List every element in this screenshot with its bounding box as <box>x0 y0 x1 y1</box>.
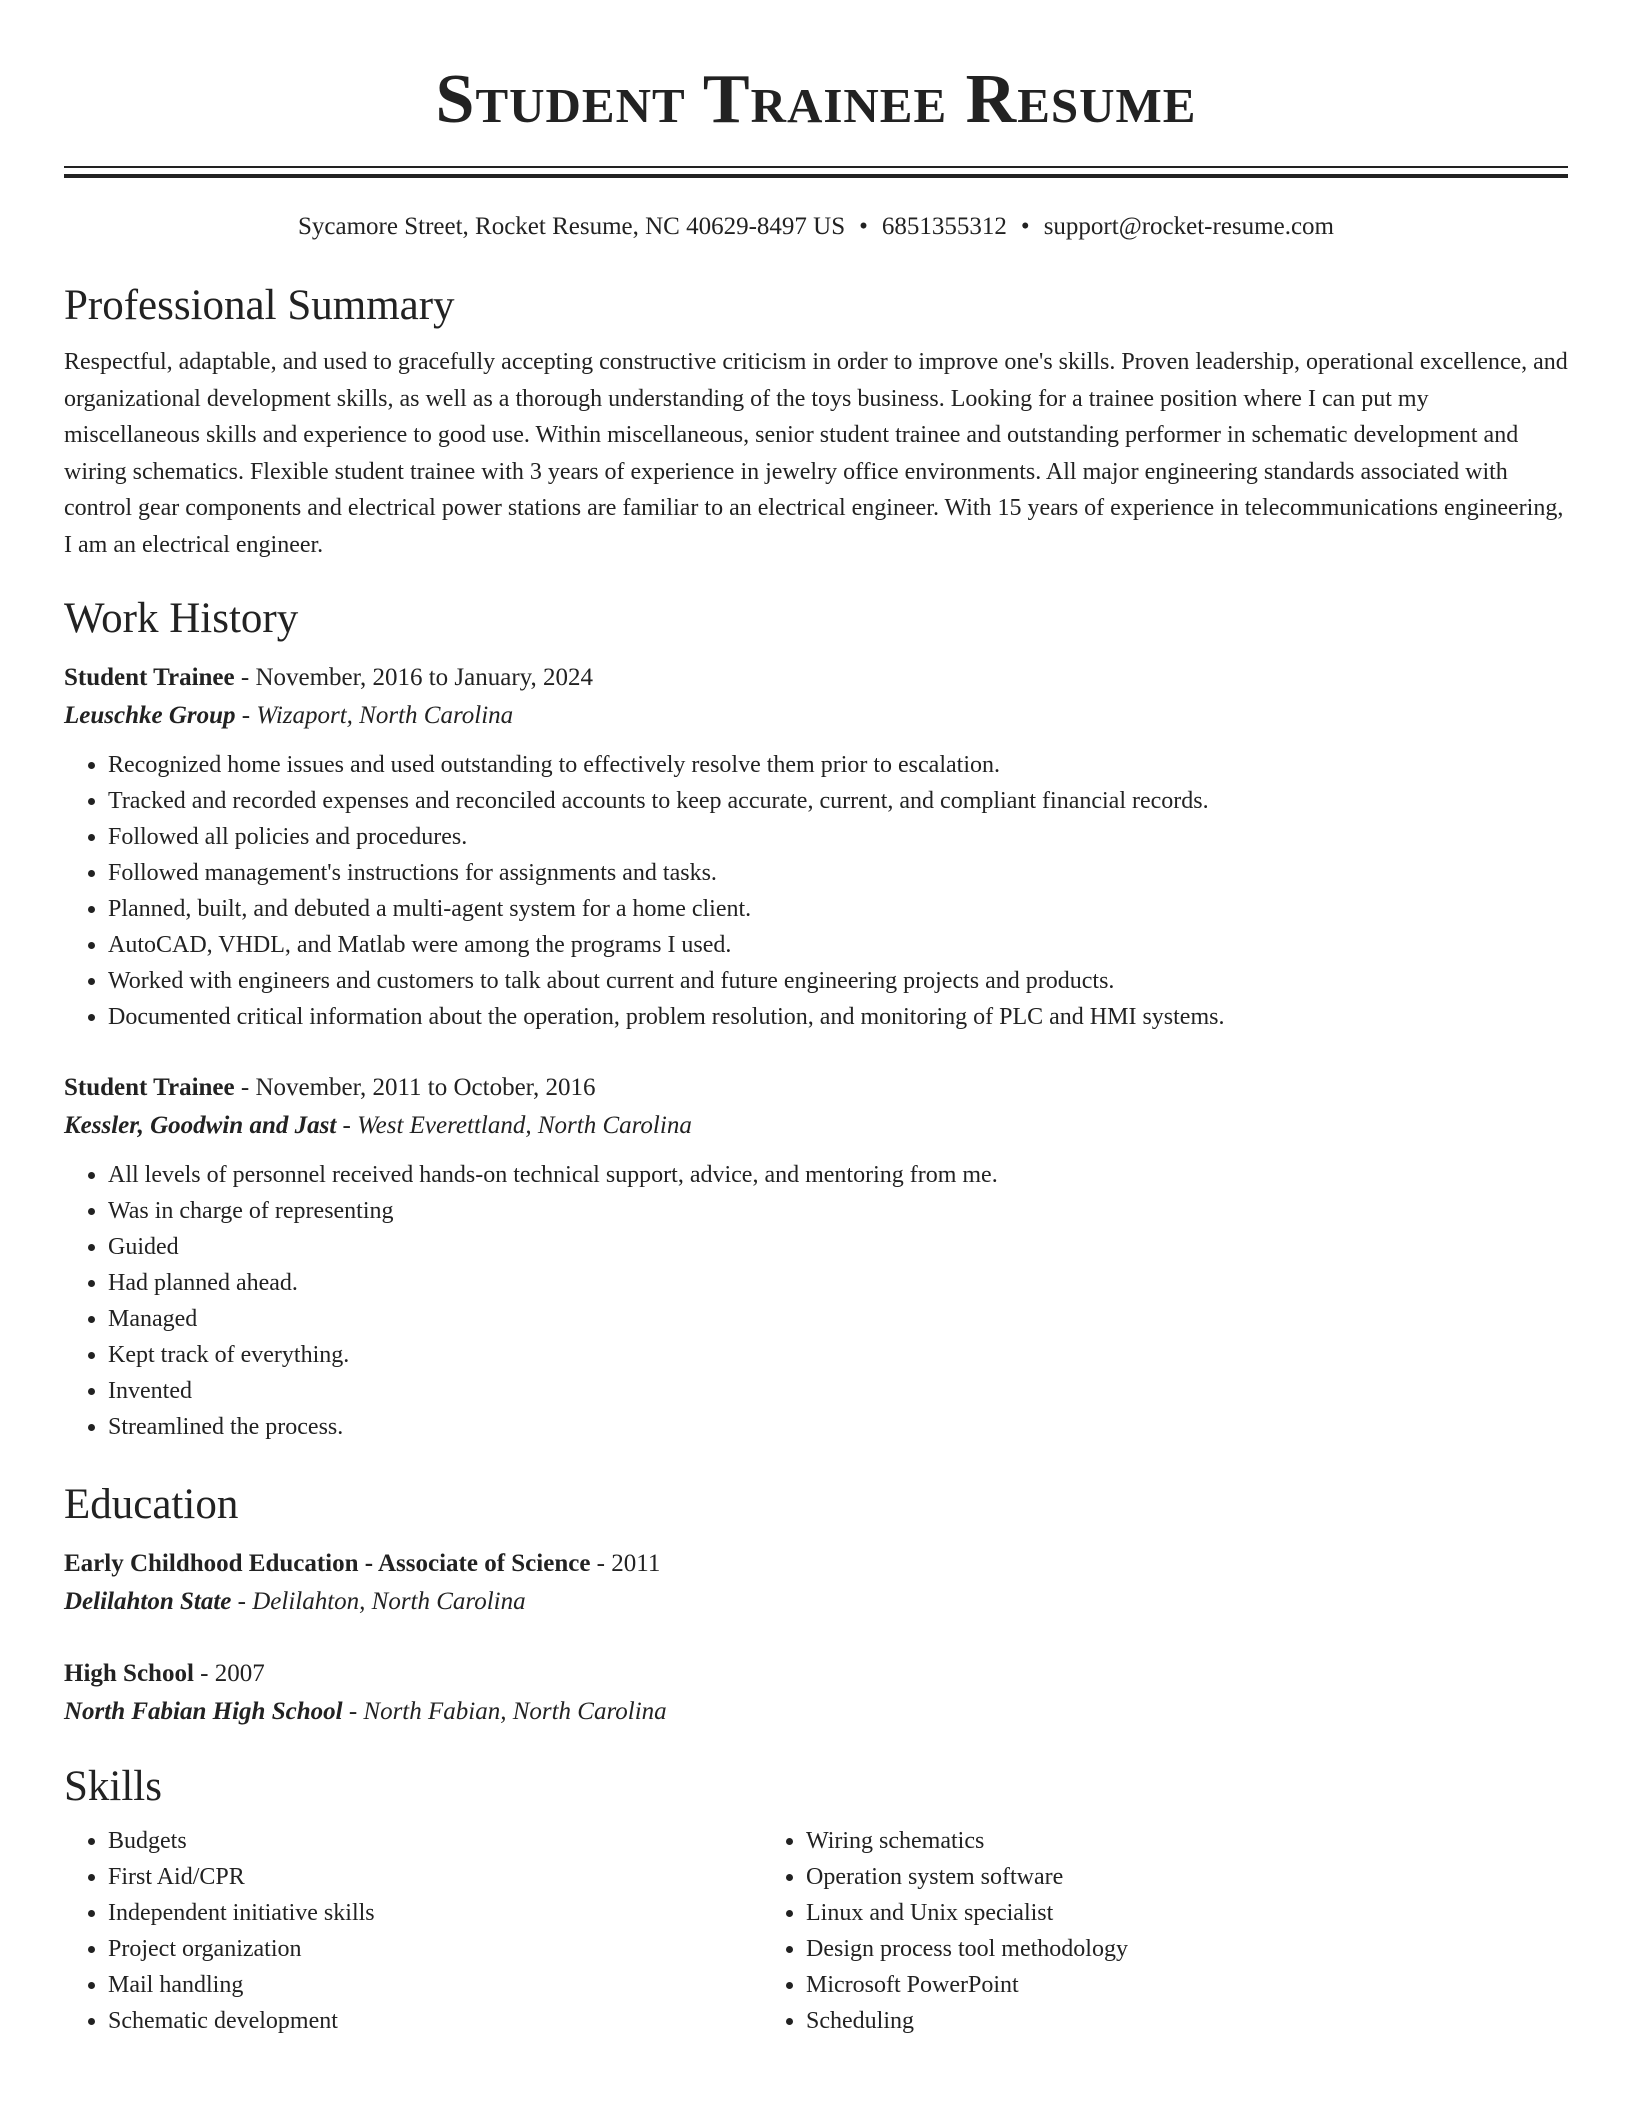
skill-item: • Linux and Unix specialist <box>806 1895 1460 1931</box>
list-item: • Streamlined the process. <box>108 1409 1568 1445</box>
education-school-line <box>64 1583 1568 1621</box>
education-degree-line <box>64 1655 1568 1693</box>
job-bullets <box>64 747 1568 1035</box>
skills-list-left <box>64 1823 762 2039</box>
title-divider <box>64 166 1568 178</box>
list-item: • Invented <box>108 1373 1568 1409</box>
job-title-line <box>64 1069 1568 1107</box>
contact-line <box>64 210 1568 244</box>
contact-phone: 6851355312 <box>881 213 1007 240</box>
contact-separator: • <box>1020 213 1030 240</box>
section-heading-skills: Skills <box>64 1763 162 1810</box>
skill-item: • Mail handling <box>108 1967 762 2003</box>
list-item: • Managed <box>108 1301 1568 1337</box>
education-year: 2011 <box>611 1550 661 1577</box>
job-dates: November, 2011 to October, 2016 <box>255 1074 596 1101</box>
dash: - <box>234 1074 256 1101</box>
education-entry <box>64 1655 1568 1731</box>
job-dates: November, 2016 to January, 2024 <box>255 664 594 691</box>
skills-list-right <box>762 1823 1460 2039</box>
education-degree: Early Childhood Education - Associate of Science <box>64 1550 591 1577</box>
job-title: Student Trainee <box>64 1074 235 1101</box>
skill-item: • Schematic development <box>108 2003 762 2039</box>
dash: - <box>235 702 257 729</box>
education-location: North Fabian, North Carolina <box>363 1698 667 1725</box>
skill-item: • Microsoft PowerPoint <box>806 1967 1460 2003</box>
education-degree: High School <box>64 1660 194 1687</box>
education-entry <box>64 1545 1568 1621</box>
dash: - <box>342 1698 364 1725</box>
skills-columns <box>64 1823 1568 2039</box>
list-item: • Guided <box>108 1229 1568 1265</box>
education-school: North Fabian High School <box>64 1698 343 1725</box>
list-item: • Tracked and recorded expenses and reconciled accounts to keep accurate, current, and compliant financial records. <box>108 783 1568 819</box>
summary-text: Respectful, adaptable, and used to gracefully accepting constructive criticism in order to improve one's skills. Proven leadership, operational excellence, and organizational development skills, as well as a thorough understanding of the toys business. Looking for a trainee position where I can put my miscellaneous skills and experience to good use. Within miscellaneous, senior student trainee and outstanding performer in schematic development and wiring schematics. Flexible student trainee with 3 years of experience in jewelry office environments. All major engineering standards associated with control gear components and electrical power stations are familiar to an electrical engineer. With 15 years of experience in telecommunications engineering, I am an electrical engineer. <box>64 349 1568 558</box>
education-school: Delilahton State <box>64 1588 232 1615</box>
dash: - <box>234 664 256 691</box>
skill-item: • Operation system software <box>806 1859 1460 1895</box>
skill-item: • First Aid/CPR <box>108 1859 762 1895</box>
job-company: Leuschke Group <box>64 702 236 729</box>
list-item: • Planned, built, and debuted a multi-agent system for a home client. <box>108 891 1568 927</box>
list-item: • Followed all policies and procedures. <box>108 819 1568 855</box>
education-location: Delilahton, North Carolina <box>252 1588 526 1615</box>
job-entry <box>64 659 1568 1035</box>
contact-email: support@rocket-resume.com <box>1043 213 1334 240</box>
resume-title: Student Trainee Resume <box>435 61 1197 138</box>
section-heading-summary: Professional Summary <box>64 282 455 329</box>
list-item: • Was in charge of representing <box>108 1193 1568 1229</box>
list-item: • AutoCAD, VHDL, and Matlab were among the programs I used. <box>108 927 1568 963</box>
skill-item: • Scheduling <box>806 2003 1460 2039</box>
list-item: • Recognized home issues and used outstanding to effectively resolve them prior to escalation. <box>108 747 1568 783</box>
education-school-line <box>64 1693 1568 1731</box>
list-item: • Followed management's instructions for assignments and tasks. <box>108 855 1568 891</box>
job-bullets <box>64 1157 1568 1445</box>
list-item: • Kept track of everything. <box>108 1337 1568 1373</box>
skill-item: • Budgets <box>108 1823 762 1859</box>
section-heading-work-history: Work History <box>64 595 299 642</box>
job-location: West Everettland, North Carolina <box>357 1112 692 1139</box>
job-company-line <box>64 697 1568 735</box>
dash: - <box>590 1550 612 1577</box>
job-company-line <box>64 1107 1568 1145</box>
job-location: Wizaport, North Carolina <box>256 702 514 729</box>
education-year: 2007 <box>214 1660 265 1687</box>
contact-address: Sycamore Street, Rocket Resume, NC 40629-8497 US <box>298 213 846 240</box>
skill-item: • Wiring schematics <box>806 1823 1460 1859</box>
job-entry <box>64 1069 1568 1445</box>
dash: - <box>336 1112 358 1139</box>
list-item: • Worked with engineers and customers to talk about current and future engineering projects and products. <box>108 963 1568 999</box>
job-title: Student Trainee <box>64 664 235 691</box>
list-item: • Documented critical information about the operation, problem resolution, and monitoring of PLC and HMI systems. <box>108 999 1568 1035</box>
contact-separator: • <box>859 213 868 240</box>
dash: - <box>231 1588 253 1615</box>
dash: - <box>193 1660 215 1687</box>
education-degree-line <box>64 1545 1568 1583</box>
skill-item: • Project organization <box>108 1931 762 1967</box>
skill-item: • Independent initiative skills <box>108 1895 762 1931</box>
section-heading-education: Education <box>64 1481 239 1528</box>
list-item: • All levels of personnel received hands-on technical support, advice, and mentoring from me. <box>108 1157 1568 1193</box>
list-item: • Had planned ahead. <box>108 1265 1568 1301</box>
job-title-line <box>64 659 1568 697</box>
job-company: Kessler, Goodwin and Jast <box>64 1112 337 1139</box>
skill-item: • Design process tool methodology <box>806 1931 1460 1967</box>
